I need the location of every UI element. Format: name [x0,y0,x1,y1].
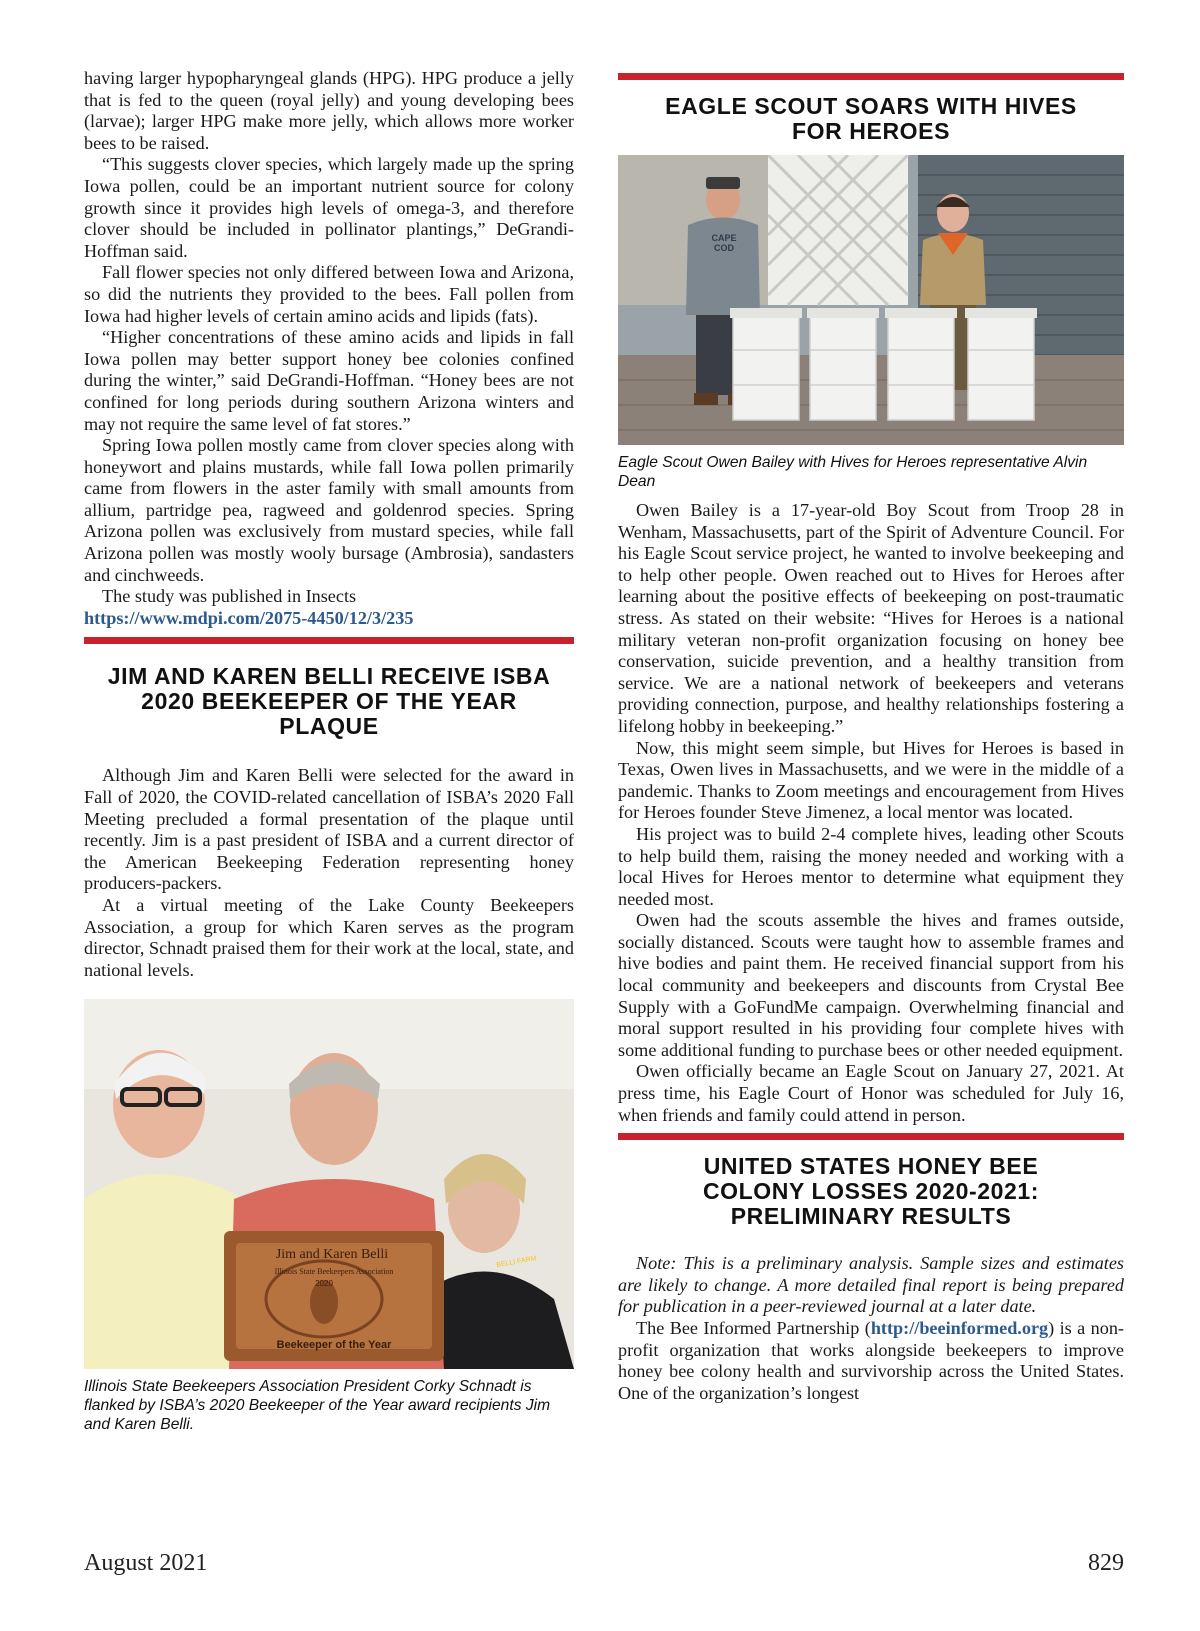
eagle-photo-image [618,155,1124,445]
study-paragraph [84,586,574,629]
belli-photo [84,999,574,1369]
eagle-paragraph-4: Owen had the scouts assemble the hives and frames outside, socially distanced. Scouts were taught how to assemble frames and hive bodies and paint them. He received financial support from his local community and beekeepers and discounts from Crystal Bee Supply with a GoFundMe campaign. Overwhelming financial and moral support resulted in his providing four complete hives with some additional funding to purchase bees or other needed equipment. [618,910,1124,1060]
eagle-paragraph-3: His project was to build 2-4 complete hives, leading other Scouts to help build them, raising the money needed and working with a local Hives for Heroes mentor to determine what equipment they needed most. [618,823,1124,909]
losses-paragraph [618,1318,1124,1404]
eagle-paragraph-5: Owen officially became an Eagle Scout on January 27, 2021. At press time, his Eagle Court of Honor was scheduled for July 16, when friends and family could attend in person. [618,1061,1124,1125]
belli-photo-image [84,999,574,1369]
right-column [618,73,1124,1404]
study-link[interactable]: https://www.mdpi.com/2075-4450/12/3/235 [84,607,414,628]
eagle-photo [618,155,1124,445]
hoodie-text: CAPE COD [711,233,737,253]
study-text: The study was published in Insects [102,586,357,607]
losses-text-start: The Bee Informed Partnership ( [636,1318,871,1338]
left-paragraph-2: “This suggests clover species, which largely made up the spring Iowa pollen, could be an important nutrient source for colony growth since it provides high levels of omega-3, and therefore clover should be included in pollinator plantings,” DeGrandi-Hoffman said. [84,154,574,261]
belli-paragraph-1: Although Jim and Karen Belli were selected for the award in Fall of 2020, the COVID-related cancellation of ISBA’s 2020 Fall Meeting precluded a formal presentation of the plaque until recently. Jim is a past president of ISBA and a current director of the American Beekeeping Federation representing honey producers-packers. [84,765,574,894]
plaque-names: Jim and Karen Belli [275,1247,389,1263]
section-rule [618,1133,1124,1140]
left-paragraph-1: having larger hypopharyngeal glands (HPG). HPG produce a jelly that is fed to the queen (royal jelly) and young developing bees (larvae); larger HPG make more jelly, which allows more worker bees to be raised. [84,68,574,153]
belli-paragraph-2: At a virtual meeting of the Lake County Beekeepers Association, a group for which Karen serves as the program director, Schnadt praised them for their work at the local, state, and national levels. [84,895,574,980]
page-number: 829 [1088,1550,1124,1576]
losses-note: Note: This is a preliminary analysis. Sample sizes and estimates are likely to change. A more detailed final report is being prepared for publication in a peer-reviewed journal at a later date. [618,1253,1124,1317]
losses-headline: UNITED STATES HONEY BEE COLONY LOSSES 2020-2021: PRELIMINARY RESULTS [702,1153,1040,1230]
left-column [84,68,574,1434]
plaque-year: 2020 [315,1279,333,1289]
eagle-caption: Eagle Scout Owen Bailey with Hives for Heroes representative Alvin Dean [618,454,1088,490]
left-paragraph-5: Spring Iowa pollen mostly came from clover species along with honeywort and plains mustards, while fall Iowa pollen primarily came from flowers in the aster family with small amounts from allium, partridge pea, ragweed and goldenrod species. Spring Arizona pollen was exclusively from mustard species, while fall Arizona pollen was mostly wooly bursage (Ambrosia), sandasters and cinchweeds. [84,435,574,585]
section-rule [618,73,1124,80]
eagle-paragraph-1: Owen Bailey is a 17-year-old Boy Scout from Troop 28 in Wenham, Massachusetts, part of the Spirit of Adventure Council. For his Eagle Scout service project, he wanted to involve beekeeping and to help other people. Owen reached out to Hives for Heroes after learning about the positive effects of beekeeping on post-traumatic stress. As stated on their website: “Hives for Heroes is a national military veteran non-profit organization focusing on honey bee conservation, suicide prevention, and a healthy transition from service. We are a national network of beekeepers and veterans providing connection, purpose, and healthy relationships fostering a lifelong hobby in beekeeping.” [618,500,1124,736]
losses-text-end: ) is a non-profit organization that works alongside beekeepers to improve honey bee colony health and survivorship across the United States. One of the organization’s longest [618,1318,1124,1403]
eagle-headline: EAGLE SCOUT SOARS WITH HIVES FOR HEROES [665,93,1077,144]
belli-caption: Illinois State Beekeepers Association President Corky Schnadt is flanked by ISBA’s 2020 Beekeeper of the Year award recipients Jim and Karen Belli. [84,1378,551,1434]
belli-headline: JIM AND KAREN BELLI RECEIVE ISBA 2020 BEEKEEPER OF THE YEAR PLAQUE [107,663,551,740]
plaque-org: Illinois State Beekeepers Association [274,1267,394,1277]
left-paragraph-4: “Higher concentrations of these amino acids and lipids in fall Iowa pollen may better support honey bee colonies confined during the winter,” said DeGrandi-Hoffman. “Honey bees are not confined for long periods during southern Arizona winters and may not require the same level of fat stores.” [84,327,574,434]
footer-date: August 2021 [84,1550,208,1576]
section-rule [84,637,574,644]
eagle-paragraph-2: Now, this might seem simple, but Hives for Heroes is based in Texas, Owen lives in Massachusetts, and we were in the middle of a pandemic. Thanks to Zoom meetings and encouragement from Hives for Heroes founder Steve Jimenez, a local mentor was located. [618,737,1124,823]
plaque-award: Beekeeper of the Year [276,1339,392,1352]
beeinformed-link[interactable]: http://beeinformed.org [870,1318,1049,1338]
left-paragraph-3: Fall flower species not only differed between Iowa and Arizona, so did the nutrients they provided to the bees. Fall pollen from Iowa had higher levels of certain amino acids and lipids (fats). [84,262,574,326]
shirt-logo: BELLI FARM [495,1255,537,1270]
